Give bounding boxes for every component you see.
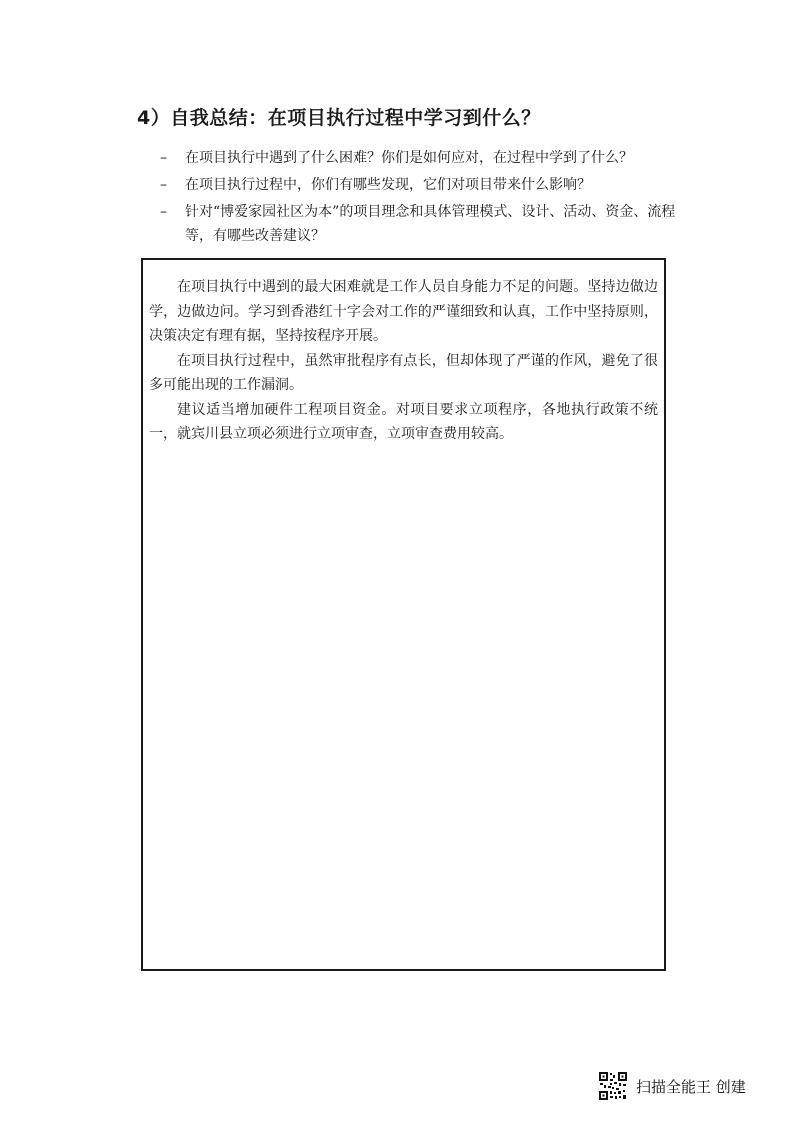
- qr-code-icon: [598, 1071, 628, 1101]
- section-title: 4）自我总结：在项目执行过程中学习到什么？: [137, 107, 541, 129]
- scanner-credit: 扫描全能王 创建: [636, 1077, 746, 1096]
- bullet-dash: –: [160, 177, 167, 193]
- answer-paragraph: 在项目执行过程中，虽然审批程序有点长，但却体现了严谨的作风，避免了很多可能出现的工作漏洞。: [149, 352, 658, 393]
- answer-paragraph: 在项目执行中遇到的最大困难就是工作人员自身能力不足的问题。坚持边做边学，边做边问。学习到香港红十字会对工作的严谨细致和认真，工作中坚持原则，决策决定有理有据，坚持按程序开展。: [149, 279, 658, 344]
- question-item: [160, 200, 680, 248]
- scanner-watermark: [598, 1071, 746, 1101]
- answer-paragraph: 建议适当增加硬件工程项目资金。对项目要求立项程序，各地执行政策不统一，就宾川县立项必须进行立项审查，立项审查费用较高。: [149, 401, 658, 442]
- question-item: [160, 173, 680, 197]
- question-text: 针对“博爱家园社区为本”的项目理念和具体管理模式、设计、活动、资金、流程等，有哪些改善建议？: [185, 204, 676, 244]
- question-text: 在项目执行中遇到了什么困难？你们是如何应对，在过程中学到了什么？: [185, 150, 633, 166]
- answer-box: [141, 258, 666, 971]
- question-item: [160, 146, 680, 170]
- question-list: [160, 146, 680, 251]
- question-text: 在项目执行过程中，你们有哪些发现，它们对项目带来什么影响？: [185, 177, 591, 193]
- bullet-dash: –: [160, 150, 167, 166]
- bullet-dash: –: [160, 204, 167, 220]
